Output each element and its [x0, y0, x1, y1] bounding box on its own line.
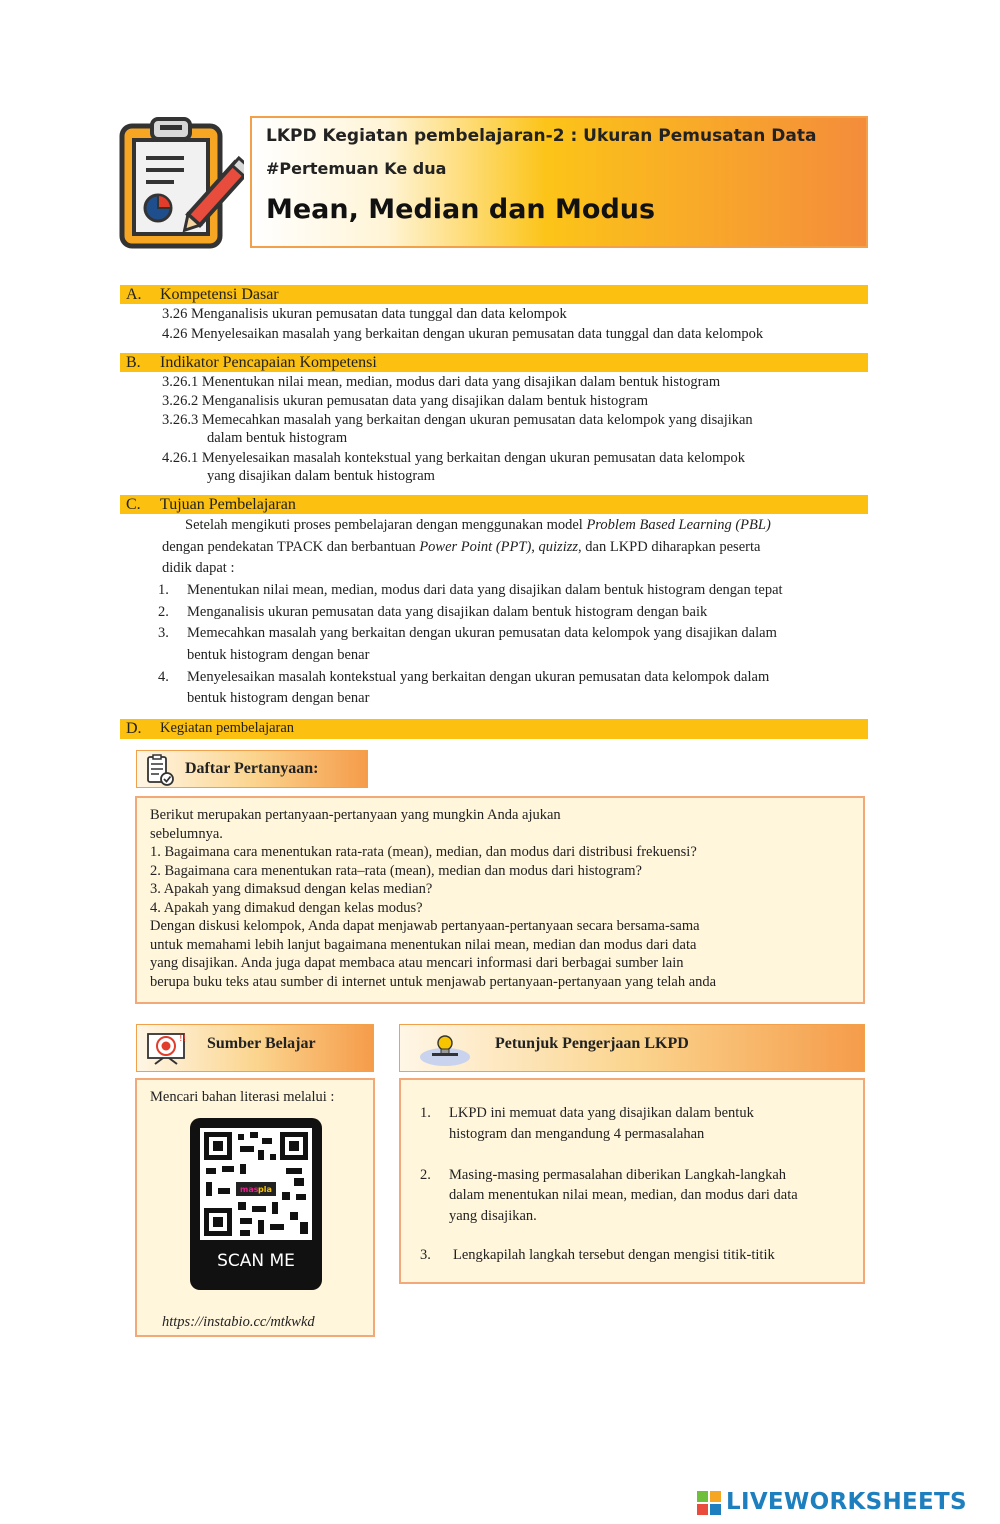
petunjuk-box	[399, 1078, 865, 1284]
petunjuk-num: 2.	[420, 1167, 431, 1183]
section-c-title: Tujuan Pembelajaran	[160, 496, 296, 513]
tujuan-item: Memecahkan masalah yang berkaitan dengan ukuran pemusatan data kelompok yang disajikan dalam	[187, 625, 777, 641]
daftar-line: 2. Bagaimana cara menentukan rata–rata (mean), median dan modus dari histogram?	[150, 862, 642, 879]
tujuan-item: Menganalisis ukuran pemusatan data yang disajikan dalam bentuk histogram dengan baik	[187, 604, 708, 620]
tujuan-item: Menentukan nilai mean, median, modus dari data yang disajikan dalam bentuk histogram dengan tepat	[187, 582, 783, 598]
section-d-letter: D.	[126, 720, 142, 737]
ipk-item-cont: yang disajikan dalam bentuk histogram	[207, 468, 435, 484]
daftar-line: 3. Apakah yang dimaksud dengan kelas median?	[150, 881, 433, 897]
daftar-pertanyaan-header	[136, 750, 368, 788]
daftar-line: 1. Bagaimana cara menentukan rata-rata (mean), median, dan modus dari distribusi frekuensi?	[150, 844, 697, 860]
kd-item: 3.26 Menganalisis ukuran pemusatan data tunggal dan data kelompok	[162, 306, 567, 322]
header-banner	[250, 116, 868, 248]
qr-pattern	[200, 1128, 312, 1240]
qr-code-icon	[200, 1128, 312, 1240]
qr-code[interactable]	[190, 1118, 322, 1290]
petunjuk-item-cont: histogram dan mengandung 4 permasalahan	[449, 1126, 705, 1142]
section-b-letter: B.	[126, 354, 141, 371]
section-a-letter: A.	[126, 286, 142, 303]
tujuan-num: 2.	[158, 604, 169, 620]
sumber-belajar-title: Sumber Belajar	[207, 1035, 316, 1052]
ipk-item-cont: dalam bentuk histogram	[207, 430, 348, 446]
tujuan-item-cont: bentuk histogram dengan benar	[187, 647, 370, 663]
daftar-line: sebelumnya.	[150, 825, 223, 842]
daftar-line: yang disajikan. Anda juga dapat membaca atau mencari informasi dari berbagai sumber lain	[150, 955, 684, 971]
sumber-intro: Mencari bahan literasi melalui :	[150, 1089, 335, 1105]
tujuan-num: 1.	[158, 582, 169, 598]
tujuan-num: 3.	[158, 625, 169, 641]
svg-text:pla: pla	[258, 1185, 272, 1194]
sumber-belajar-header	[136, 1024, 374, 1072]
header-line1: LKPD Kegiatan pembelajaran-2 : Ukuran Pemusatan Data	[266, 126, 817, 146]
section-c-bar	[120, 495, 868, 514]
liveworksheets-icon	[696, 1490, 722, 1516]
tujuan-intro-3: didik dapat :	[162, 560, 235, 576]
petunjuk-title: Petunjuk Pengerjaan LKPD	[495, 1035, 689, 1052]
qr-scan-label: SCAN ME	[217, 1251, 295, 1271]
daftar-line: Berikut merupakan pertanyaan-pertanyaan yang mungkin Anda ajukan	[150, 807, 561, 823]
daftar-pertanyaan-title: Daftar Pertanyaan:	[185, 760, 319, 777]
checklist-icon	[145, 754, 175, 786]
daftar-line: berupa buku teks atau sumber di internet untuk menjawab pertanyaan-pertanyaan yang telah anda	[150, 973, 717, 990]
section-b-title: Indikator Pencapaian Kompetensi	[160, 354, 377, 371]
section-d-title: Kegiatan pembelajaran	[160, 720, 295, 736]
ipk-item: 4.26.1 Menyelesaikan masalah kontekstual yang berkaitan dengan ukuran pemusatan data kelompok	[162, 450, 746, 466]
tujuan-intro-1: Setelah mengikuti proses pembelajaran dengan menggunakan model Problem Based Learning (PBL)	[185, 517, 771, 533]
liveworksheets-text: LIVEWORKSHEETS	[726, 1489, 967, 1515]
kd-item: 4.26 Menyelesaikan masalah yang berkaitan dengan ukuran pemusatan data tunggal dan data kelompok	[162, 326, 764, 342]
lightbulb-idea-icon	[418, 1031, 472, 1067]
petunjuk-num: 3.	[420, 1247, 431, 1263]
tujuan-item: Menyelesaikan masalah kontekstual yang berkaitan dengan ukuran pemusatan data kelompok dalam	[187, 669, 770, 685]
petunjuk-num: 1.	[420, 1105, 431, 1121]
ipk-item: 3.26.2 Menganalisis ukuran pemusatan data yang disajikan dalam bentuk histogram	[162, 393, 649, 409]
section-d-bar	[120, 719, 868, 739]
ipk-item: 3.26.1 Menentukan nilai mean, median, modus dari data yang disajikan dalam bentuk histogram	[162, 374, 721, 390]
petunjuk-item: Masing-masing permasalahan diberikan Langkah-langkah	[449, 1167, 787, 1183]
section-b-bar	[120, 353, 868, 372]
target-board-icon	[145, 1031, 189, 1067]
header-line2: #Pertemuan Ke dua	[266, 159, 447, 178]
ipk-item: 3.26.3 Memecahkan masalah yang berkaitan dengan ukuran pemusatan data kelompok yang disajikan	[162, 412, 753, 428]
svg-text:!!: !!	[179, 1034, 187, 1044]
tujuan-intro-2: dengan pendekatan TPACK dan berbantuan Power Point (PPT), quizizz, dan LKPD diharapkan peserta	[162, 539, 761, 555]
section-c-letter: C.	[126, 496, 141, 513]
header-title: Mean, Median dan Modus	[266, 194, 656, 225]
petunjuk-item-cont: yang disajikan.	[449, 1208, 537, 1224]
daftar-line: Dengan diskusi kelompok, Anda dapat menjawab pertanyaan-pertanyaan secara bersama-sama	[150, 918, 700, 934]
sumber-url-link[interactable]: https://instabio.cc/mtkwkd	[162, 1314, 315, 1330]
liveworksheets-logo[interactable]	[696, 1488, 992, 1518]
daftar-pertanyaan-box	[135, 796, 865, 1004]
petunjuk-header	[399, 1024, 865, 1072]
petunjuk-item: LKPD ini memuat data yang disajikan dalam bentuk	[449, 1105, 754, 1121]
section-a-title: Kompetensi Dasar	[160, 286, 279, 303]
daftar-line: 4. Apakah yang dimakud dengan kelas modus?	[150, 899, 423, 916]
tujuan-item-cont: bentuk histogram dengan benar	[187, 690, 370, 706]
tujuan-num: 4.	[158, 669, 169, 685]
petunjuk-item: Lengkapilah langkah tersebut dengan mengisi titik-titik	[453, 1247, 775, 1263]
svg-text:mas: mas	[240, 1185, 259, 1194]
clipboard-chart-icon	[118, 116, 244, 250]
daftar-line: untuk memahami lebih lanjut bagaimana menentukan nilai mean, median dan modus dari data	[150, 936, 697, 953]
petunjuk-item-cont: dalam menentukan nilai mean, median, dan modus dari data	[449, 1187, 798, 1203]
section-a-bar	[120, 285, 868, 304]
